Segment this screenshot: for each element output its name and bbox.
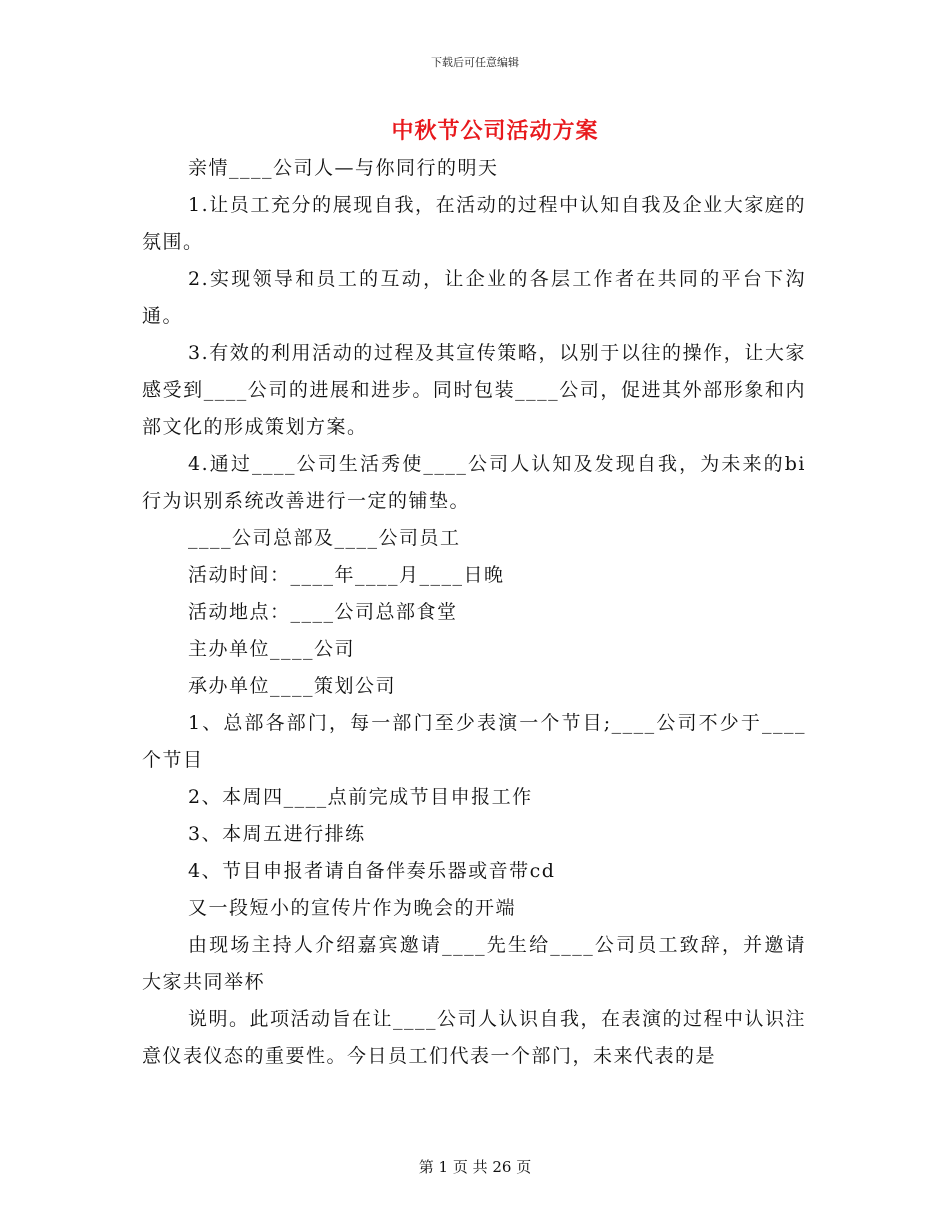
paragraph: 亲情____公司人—与你同行的明天 bbox=[188, 157, 499, 179]
paragraph: 2、本周四____点前完成节目申报工作 bbox=[188, 786, 533, 808]
paragraph: 4.通过____公司生活秀使____公司人认知及发现自我，为未来的bi行为识别系统改善进行一定的铺垫。 bbox=[142, 453, 806, 512]
paragraph: ____公司总部及____公司员工 bbox=[188, 527, 461, 549]
paragraph: 承办单位____策划公司 bbox=[188, 675, 397, 697]
paragraph: 3、本周五进行排练 bbox=[188, 823, 366, 845]
paragraph: 3.有效的利用活动的过程及其宣传策略，以别于以往的操作，让大家感受到____公司的进展和进步。同时包装____公司，促进其外部形象和内部文化的形成策划方案。 bbox=[142, 342, 806, 438]
paragraph: 说明。此项活动旨在让____公司人认识自我，在表演的过程中认识注意仪表仪态的重要性。今日员工们代表一个部门，未来代表的是 bbox=[142, 1008, 807, 1067]
paragraph: 活动时间：____年____月____日晚 bbox=[188, 564, 505, 586]
paragraph: 活动地点：____公司总部食堂 bbox=[188, 601, 458, 623]
paragraph: 4、节目申报者请自备伴奏乐器或音带cd bbox=[188, 860, 556, 882]
page-header-note: 下载后可任意编辑 bbox=[431, 56, 519, 69]
paragraph: 主办单位____公司 bbox=[188, 638, 356, 660]
page-footer-number: 第 1 页 共 26 页 bbox=[418, 1158, 532, 1176]
paragraph: 由现场主持人介绍嘉宾邀请____先生给____公司员工致辞，并邀请大家共同举杯 bbox=[142, 934, 806, 993]
paragraph: 2.实现领导和员工的互动，让企业的各层工作者在共同的平台下沟通。 bbox=[142, 268, 806, 327]
paragraph: 又一段短小的宣传片作为晚会的开端 bbox=[188, 897, 517, 919]
paragraph: 1.让员工充分的展现自我，在活动的过程中认知自我及企业大家庭的氛围。 bbox=[142, 194, 806, 253]
document-title: 中秋节公司活动方案 bbox=[391, 118, 599, 144]
paragraph: 1、总部各部门，每一部门至少表演一个节目;____公司不少于____个节目 bbox=[142, 712, 806, 771]
document-body bbox=[142, 150, 806, 1075]
